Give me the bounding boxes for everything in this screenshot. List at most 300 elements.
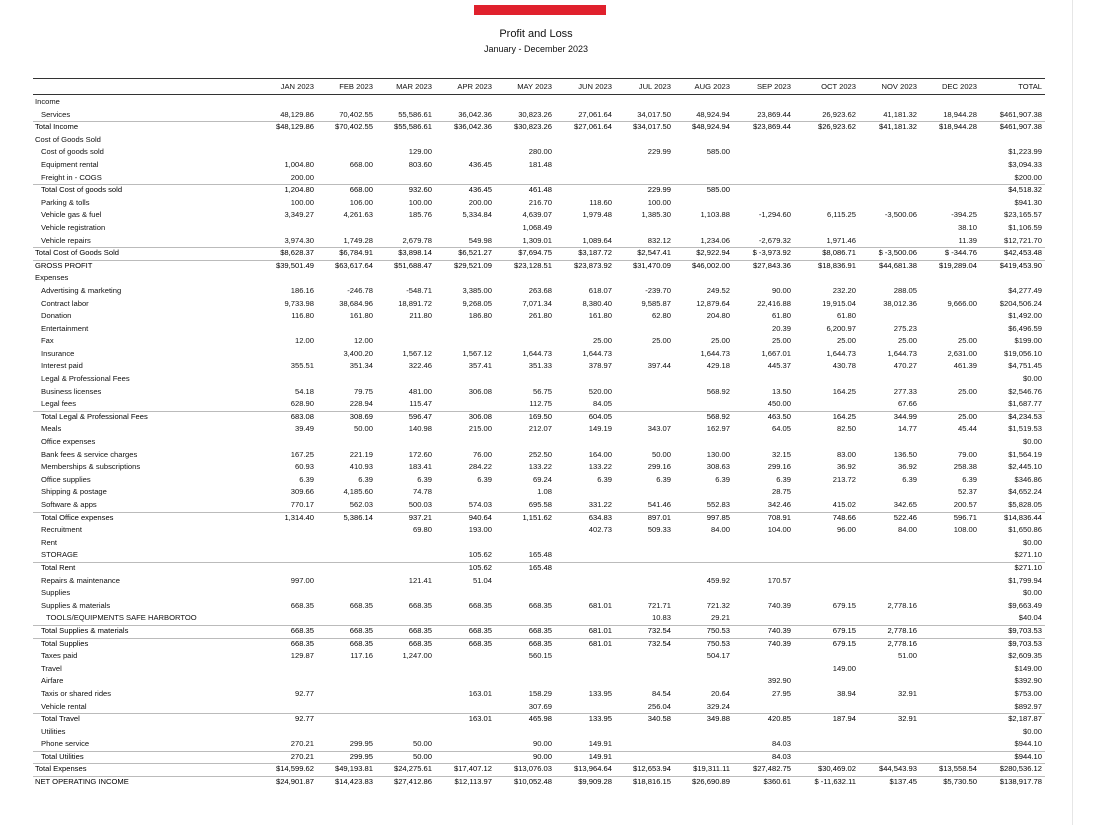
- cell-value: $14,423.83: [334, 777, 373, 787]
- cell-value: 100.00: [408, 197, 432, 207]
- cell-value: $2,546.76: [1008, 386, 1042, 396]
- cell-value: 1,644.73: [522, 348, 552, 358]
- row-label: Taxes paid: [41, 651, 78, 661]
- row-label: Memberships & subscriptions: [41, 462, 141, 472]
- cell-value: 263.68: [528, 285, 552, 295]
- table-row: [0, 701, 1072, 714]
- row-label: Meals: [41, 424, 62, 434]
- cell-value: 118.60: [589, 197, 612, 207]
- cell-value: $0.00: [1022, 588, 1042, 598]
- cell-value: 2,778.16: [887, 625, 917, 635]
- cell-value: 679.15: [832, 600, 856, 610]
- cell-value: 450.00: [767, 399, 791, 409]
- cell-value: 1,644.73: [582, 348, 612, 358]
- cell-value: $2,445.10: [1008, 462, 1042, 472]
- cell-value: 1,644.73: [826, 348, 856, 358]
- row-label: Total Expenses: [35, 764, 87, 774]
- column-header-10: OCT 2023: [821, 82, 856, 91]
- cell-value: 679.15: [832, 625, 856, 635]
- cell-value: 668.35: [408, 600, 432, 610]
- cell-value: $199.00: [1014, 336, 1042, 346]
- cell-value: $3,094.33: [1008, 159, 1042, 169]
- cell-value: 229.99: [647, 185, 671, 195]
- cell-value: 92.77: [294, 714, 314, 724]
- cell-value: 133.95: [588, 688, 612, 698]
- cell-value: 1,314.40: [284, 512, 314, 522]
- row-label: Office supplies: [41, 474, 91, 484]
- cell-value: 1,234.06: [700, 235, 730, 245]
- cell-value: $36,042.36: [453, 122, 492, 132]
- column-header-6: JUN 2023: [578, 82, 612, 91]
- cell-value: 165.48: [528, 550, 552, 560]
- row-label: Interest paid: [41, 361, 83, 371]
- column-header-3: MAR 2023: [396, 82, 432, 91]
- total-row: [0, 638, 1072, 651]
- cell-value: $70,402.55: [334, 122, 373, 132]
- cell-value: 26,923.62: [822, 109, 856, 119]
- cell-value: 64.05: [771, 424, 791, 434]
- cell-value: 596.47: [408, 411, 432, 421]
- cell-value: 2,778.16: [887, 638, 917, 648]
- cell-value: 509.33: [647, 525, 671, 535]
- total-row: [0, 260, 1072, 273]
- table-row: [0, 222, 1072, 235]
- cell-value: $23,869.44: [752, 122, 791, 132]
- cell-value: 357.41: [468, 361, 492, 371]
- cell-value: 1,103.88: [700, 210, 730, 220]
- cell-value: 83.00: [836, 449, 856, 459]
- table-row: [0, 146, 1072, 159]
- table-row: [0, 398, 1072, 411]
- cell-value: 221.19: [349, 449, 373, 459]
- cell-value: $9,703.53: [1008, 638, 1042, 648]
- cell-value: 349.88: [706, 714, 730, 724]
- cell-value: 308.63: [706, 462, 730, 472]
- cell-value: 1,309.01: [522, 235, 552, 245]
- column-header-4: APR 2023: [457, 82, 492, 91]
- row-label: Taxis or shared rides: [41, 688, 112, 698]
- table-row: [0, 197, 1072, 210]
- row-label: Freight in - COGS: [41, 172, 102, 182]
- cell-value: 129.00: [408, 147, 432, 157]
- cell-value: 628.90: [290, 399, 314, 409]
- row-label: TOOLS/EQUIPMENTS SAFE HARBORTOO: [46, 613, 197, 623]
- table-row: [0, 663, 1072, 676]
- cell-value: $4,277.49: [1008, 285, 1042, 295]
- cell-value: 200.57: [953, 500, 977, 509]
- row-label: Contract labor: [41, 298, 89, 308]
- cell-value: $24,901.87: [275, 777, 314, 787]
- row-label: Supplies & materials: [41, 600, 111, 610]
- cell-value: 76.00: [472, 449, 492, 459]
- cell-value: 1,971.46: [826, 235, 856, 245]
- table-row: [0, 449, 1072, 462]
- cell-value: $1,492.00: [1008, 311, 1042, 321]
- row-label: Donation: [41, 311, 72, 321]
- cell-value: 140.98: [408, 424, 432, 434]
- cell-value: 668.35: [290, 625, 314, 635]
- cell-value: 410.93: [349, 462, 373, 472]
- cell-value: 1,089.64: [582, 235, 612, 245]
- cell-value: 1.08: [537, 487, 552, 497]
- table-row: [0, 323, 1072, 336]
- cell-value: 6.39: [715, 474, 730, 484]
- cell-value: 9,268.05: [462, 298, 492, 308]
- cell-value: 560.15: [528, 651, 552, 661]
- cell-value: $ -3,973.92: [752, 248, 791, 258]
- cell-value: 2,778.16: [887, 600, 917, 610]
- cell-value: $26,690.89: [691, 777, 730, 787]
- cell-value: $26,923.62: [817, 122, 856, 132]
- cell-value: 79.75: [353, 386, 373, 396]
- total-row: [0, 625, 1072, 638]
- cell-value: 38,012.36: [883, 298, 917, 308]
- cell-value: 668.35: [408, 625, 432, 635]
- row-label: Phone service: [41, 739, 90, 749]
- row-label: Rent: [41, 537, 58, 547]
- cell-value: 165.48: [528, 562, 552, 572]
- cell-value: 116.80: [291, 311, 314, 321]
- cell-value: $44,543.93: [878, 764, 917, 774]
- cell-value: 721.32: [706, 600, 730, 610]
- cell-value: $1,223.99: [1008, 147, 1042, 157]
- cell-value: 504.17: [706, 651, 730, 661]
- cell-value: 343.07: [647, 424, 671, 434]
- cell-value: $12,113.97: [454, 777, 492, 787]
- table-row: [0, 298, 1072, 311]
- cell-value: 1,979.48: [582, 210, 612, 220]
- row-label: Total Cost of goods sold: [41, 185, 123, 195]
- cell-value: 6.39: [358, 474, 373, 484]
- cell-value: 79.00: [957, 449, 977, 459]
- cell-value: 211.80: [409, 311, 432, 321]
- column-header-2: FEB 2023: [339, 82, 373, 91]
- cell-value: 280.00: [528, 147, 552, 157]
- cell-value: 574.03: [468, 500, 492, 509]
- cell-value: 27,061.64: [578, 109, 612, 119]
- cell-value: $944.10: [1014, 751, 1042, 761]
- cell-value: 25.00: [957, 386, 977, 396]
- cell-value: 522.46: [893, 512, 917, 522]
- row-label: Total Income: [35, 122, 79, 132]
- cell-value: 284.22: [468, 462, 492, 472]
- cell-value: 1,567.12: [462, 348, 492, 358]
- cell-value: $55,586.61: [393, 122, 432, 132]
- cell-value: 133.22: [588, 462, 612, 472]
- cell-value: 6.39: [776, 474, 791, 484]
- cell-value: $204,506.24: [999, 298, 1042, 308]
- table-row: [0, 285, 1072, 298]
- cell-value: 149.00: [832, 663, 856, 673]
- cell-value: 750.53: [706, 625, 730, 635]
- cell-value: $17,407.12: [453, 764, 492, 774]
- cell-value: 32.15: [771, 449, 791, 459]
- row-label: Expenses: [35, 273, 69, 283]
- report-period: January - December 2023: [483, 44, 589, 54]
- cell-value: 604.05: [588, 411, 612, 421]
- total-row: [0, 763, 1072, 776]
- cell-value: 668.35: [349, 638, 373, 648]
- row-label: GROSS PROFIT: [35, 260, 93, 270]
- cell-value: 5,334.84: [462, 210, 492, 220]
- cell-value: 1,004.80: [284, 159, 314, 169]
- cell-value: 6.39: [299, 474, 314, 484]
- cell-value: 27.95: [771, 688, 791, 698]
- cell-value: 163.01: [468, 714, 492, 724]
- cell-value: $51,688.47: [393, 260, 432, 270]
- table-row: [0, 575, 1072, 588]
- cell-value: 1,644.73: [887, 348, 917, 358]
- cell-value: 6,200.97: [826, 323, 856, 333]
- cell-value: -3,500.06: [884, 210, 917, 220]
- table-row: [0, 600, 1072, 613]
- cell-value: $138,917.78: [999, 777, 1042, 787]
- cell-value: 5,386.14: [343, 512, 373, 522]
- row-label: Vehicle gas & fuel: [41, 210, 102, 220]
- cell-value: 997.85: [706, 512, 730, 522]
- cell-value: 55,586.61: [398, 109, 432, 119]
- cell-value: 36.92: [897, 462, 917, 472]
- row-label: Total Office expenses: [41, 512, 114, 522]
- total-row: [0, 751, 1072, 764]
- cell-value: $2,547.41: [637, 248, 671, 258]
- cell-value: 164.25: [832, 411, 856, 421]
- cell-value: 204.80: [706, 311, 730, 321]
- cell-value: 161.80: [588, 311, 612, 321]
- cell-value: $14,599.62: [275, 764, 314, 774]
- cell-value: $24,275.61: [393, 764, 432, 774]
- cell-value: $6,521.27: [458, 248, 492, 258]
- cell-value: 668.35: [408, 638, 432, 648]
- cell-value: 82.50: [836, 424, 856, 434]
- total-row: [0, 562, 1072, 575]
- cell-value: 307.69: [528, 701, 552, 711]
- cell-value: $18,836.91: [817, 260, 856, 270]
- cell-value: 51.04: [472, 575, 492, 585]
- cell-value: $4,652.24: [1008, 487, 1042, 497]
- cell-value: 70,402.55: [339, 109, 373, 119]
- cell-value: $44,681.38: [878, 260, 917, 270]
- cell-value: 106.00: [349, 197, 373, 207]
- cell-value: 306.08: [468, 386, 492, 396]
- table-row: [0, 335, 1072, 348]
- cell-value: 770.17: [290, 500, 314, 509]
- cell-value: 32.91: [897, 688, 917, 698]
- cell-value: 708.91: [767, 512, 791, 522]
- cell-value: 115.47: [409, 399, 432, 409]
- row-label: Supplies: [41, 588, 71, 598]
- cell-value: 481.00: [408, 386, 432, 396]
- cell-value: 445.37: [767, 361, 791, 371]
- cell-value: 74.78: [412, 487, 432, 497]
- cell-value: 1,385.30: [641, 210, 671, 220]
- cell-value: 261.80: [528, 311, 552, 321]
- redacted-company-name: [474, 5, 606, 15]
- cell-value: $461,907.38: [999, 122, 1042, 132]
- cell-value: 108.00: [953, 525, 977, 535]
- cell-value: 308.69: [349, 411, 373, 421]
- cell-value: 133.22: [528, 462, 552, 472]
- cell-value: 256.04: [647, 701, 671, 711]
- cell-value: 1,644.73: [700, 348, 730, 358]
- cell-value: 67.66: [897, 399, 917, 409]
- cell-value: 6.39: [417, 474, 432, 484]
- cell-value: 164.25: [832, 386, 856, 396]
- cell-value: 562.03: [349, 500, 373, 509]
- table-row: [0, 461, 1072, 474]
- cell-value: $200.00: [1014, 172, 1042, 182]
- cell-value: 167.25: [290, 449, 314, 459]
- cell-value: $30,469.02: [817, 764, 856, 774]
- total-row: [0, 713, 1072, 726]
- cell-value: 397.44: [647, 361, 671, 371]
- cell-value: $ -3,500.06: [878, 248, 917, 258]
- column-header-9: SEP 2023: [756, 82, 791, 91]
- total-row: [0, 512, 1072, 525]
- cell-value: 22,416.88: [757, 298, 791, 308]
- table-row: [0, 688, 1072, 701]
- cell-value: 436.45: [468, 185, 492, 195]
- cell-value: 84.00: [710, 525, 730, 535]
- cell-value: 69.80: [412, 525, 432, 535]
- cell-value: 117.16: [350, 651, 373, 661]
- cell-value: 158.29: [528, 688, 552, 698]
- cell-value: 668.35: [468, 625, 492, 635]
- cell-value: 38,684.96: [339, 298, 373, 308]
- cell-value: 84.00: [897, 525, 917, 535]
- row-label: Services: [41, 109, 71, 119]
- vertical-scrollbar[interactable]: [1072, 0, 1100, 825]
- cell-value: $8,628.37: [280, 248, 314, 258]
- row-label: Vehicle registration: [41, 222, 106, 232]
- total-row: [0, 184, 1072, 197]
- cell-value: 1,567.12: [402, 348, 432, 358]
- total-row: [0, 247, 1072, 260]
- cell-value: $39,501.49: [275, 260, 314, 270]
- cell-value: 596.71: [953, 512, 977, 522]
- cell-value: 200.00: [290, 172, 314, 182]
- header-top-rule: [33, 78, 1045, 79]
- cell-value: 306.08: [468, 411, 492, 421]
- cell-value: 149.19: [588, 424, 612, 434]
- cell-value: 18,944.28: [943, 109, 977, 119]
- table-row: [0, 96, 1072, 109]
- row-label: Income: [35, 97, 60, 106]
- cell-value: 14.77: [897, 424, 917, 434]
- cell-value: 7,071.34: [522, 298, 552, 308]
- cell-value: 732.54: [647, 638, 671, 648]
- cell-value: 25.00: [957, 336, 977, 346]
- cell-value: 897.01: [647, 512, 671, 522]
- cell-value: 48,129.86: [280, 109, 314, 119]
- cell-value: 258.38: [953, 462, 977, 472]
- table-row: [0, 537, 1072, 550]
- cell-value: $12,721.70: [1003, 235, 1042, 245]
- cell-value: 130.00: [706, 449, 730, 459]
- cell-value: 84.03: [771, 751, 791, 761]
- cell-value: 1,151.62: [522, 512, 552, 522]
- cell-value: $1,799.94: [1008, 575, 1042, 585]
- cell-value: 52.37: [957, 487, 977, 497]
- cell-value: 36.92: [836, 462, 856, 472]
- cell-value: $34,017.50: [632, 122, 671, 132]
- cell-value: 30,823.26: [518, 109, 552, 119]
- cell-value: 549.98: [468, 235, 492, 245]
- row-label: Recruitment: [41, 525, 82, 535]
- cell-value: $2,187.87: [1008, 714, 1042, 724]
- cell-value: 48,924.94: [696, 109, 730, 119]
- cell-value: $31,470.09: [632, 260, 671, 270]
- cell-value: 748.66: [832, 512, 856, 522]
- cell-value: 832.12: [647, 235, 671, 245]
- row-label: Advertising & marketing: [41, 285, 122, 295]
- cell-value: $0.00: [1022, 726, 1042, 736]
- cell-value: 187.94: [832, 714, 856, 724]
- cell-value: $46,002.00: [691, 260, 730, 270]
- cell-value: -246.78: [347, 285, 373, 295]
- cell-value: 10.83: [651, 613, 671, 623]
- header-bottom-rule: [33, 94, 1045, 95]
- cell-value: 183.41: [408, 462, 432, 472]
- cell-value: 299.16: [647, 462, 671, 472]
- column-header-12: DEC 2023: [941, 82, 977, 91]
- table-row: [0, 134, 1072, 147]
- cell-value: 342.46: [767, 500, 791, 509]
- cell-value: 61.80: [836, 311, 856, 321]
- cell-value: $23,128.51: [513, 260, 552, 270]
- cell-value: 20.64: [710, 688, 730, 698]
- total-row: [0, 121, 1072, 134]
- table-row: [0, 499, 1072, 512]
- cell-value: 19,915.04: [822, 298, 856, 308]
- cell-value: 186.16: [290, 285, 314, 295]
- table-row: [0, 587, 1072, 600]
- table-row: [0, 486, 1072, 499]
- cell-value: 100.00: [647, 197, 671, 207]
- cell-value: -2,679.32: [758, 235, 791, 245]
- row-label: Entertainment: [41, 323, 89, 333]
- cell-value: $48,129.86: [275, 122, 314, 132]
- cell-value: $ -344.76: [944, 248, 977, 258]
- cell-value: 340.58: [647, 714, 671, 724]
- row-label: Total Supplies & materials: [41, 625, 129, 635]
- cell-value: 8,380.40: [582, 298, 612, 308]
- cell-value: $4,518.32: [1008, 185, 1042, 195]
- cell-value: 28.75: [771, 487, 791, 497]
- report-title: Profit and Loss: [499, 28, 573, 40]
- row-label: Total Legal & Professional Fees: [41, 411, 148, 421]
- cell-value: 500.03: [408, 500, 432, 509]
- cell-value: 9,733.98: [284, 298, 314, 308]
- cell-value: 568.92: [706, 411, 730, 421]
- cell-value: 228.94: [349, 399, 373, 409]
- cell-value: 50.00: [651, 449, 671, 459]
- cell-value: 3,974.30: [284, 235, 314, 245]
- cell-value: 937.21: [408, 512, 432, 522]
- cell-value: 721.71: [647, 600, 671, 610]
- cell-value: 461.39: [953, 361, 977, 371]
- cell-value: 170.57: [767, 575, 791, 585]
- cell-value: 163.01: [468, 688, 492, 698]
- cell-value: -394.25: [951, 210, 977, 220]
- cell-value: 216.70: [528, 197, 552, 207]
- cell-value: $9,703.53: [1008, 625, 1042, 635]
- cell-value: 36,042.36: [458, 109, 492, 119]
- cell-value: 1,667.01: [761, 348, 791, 358]
- cell-value: 668.35: [468, 638, 492, 648]
- cell-value: $40.04: [1018, 613, 1042, 623]
- cell-value: $461,907.38: [999, 109, 1042, 119]
